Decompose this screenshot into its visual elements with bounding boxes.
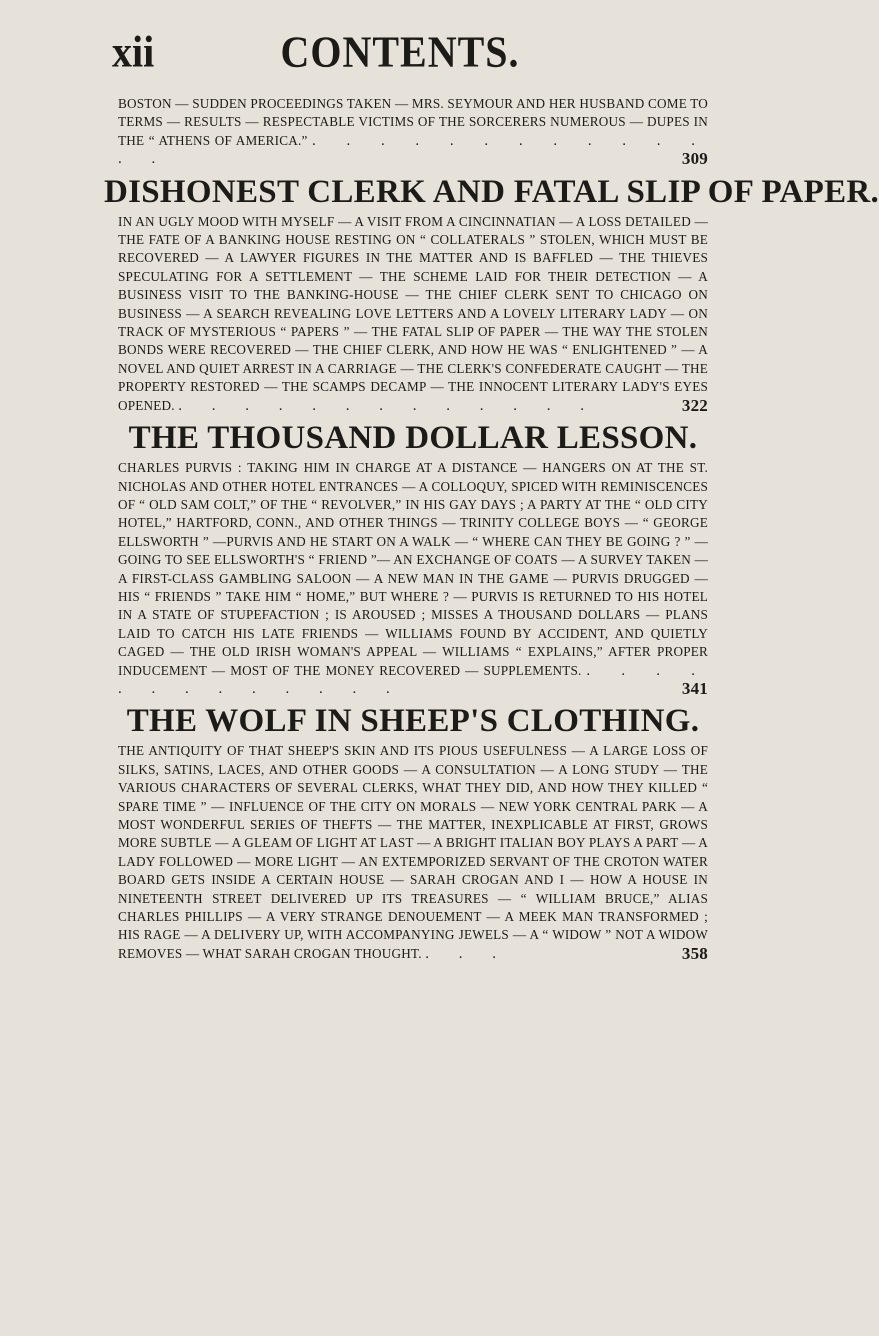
dot-leaders: . . . . . . . . . . . . . <box>178 397 597 414</box>
synopsis-text: THE ANTIQUITY OF THAT SHEEP'S SKIN AND ITS PIOUS USEFULNESS — A LARGE LOSS OF SILKS, SATINS, LACES, AND OTHER GOODS — A CONSULTATION — A LONG STUDY — THE VARIOUS CHARACTERS OF SEVERAL CLERKS, WHAT THEY DID, AND HOW THEY KILLED “ SPARE TIME ” — INFLUENCE OF THE CITY ON MORALS — NEW YORK CENTRAL PARK — A MOST WONDERFUL SERIES OF THEFTS — THE MATTER, INEXPLICABLE AT FIRST, GROWS MORE SUBTLE — A GLEAM OF LIGHT AT LAST — A BRIGHT ITALIAN BOY PLAYS A PART — A LADY FOLLOWED — MORE LIGHT — AN EXTEMPORIZED SERVANT OF THE CROTON WATER BOARD GETS INSIDE A CERTAIN HOUSE — SARAH CROGAN AND I — HOW A HOUSE IN NINETEENTH STREET DELIVERED UP ITS TREASURES — “ WILLIAM BRUCE,” ALIAS CHARLES PHILLIPS — A VERY STRANGE DENOUEMENT — A MEEK MAN TRANSFORMED ; HIS RAGE — A DELIVERY UP, WITH ACCOMPANYING JEWELS — A “ WIDOW ” NOT A WIDOW REMOVES — WHAT SARAH CROGAN THOUGHT. <box>118 743 708 961</box>
dot-leaders: . . . . . . . . . . . . . <box>118 662 708 697</box>
page-header <box>0 24 800 77</box>
synopsis-text: IN AN UGLY MOOD WITH MYSELF — A VISIT FROM A CINCINNATIAN — A LOSS DETAILED — THE FATE OF A BANKING HOUSE RESTING ON “ COLLATERALS ” STOLEN, WHICH MUST BE RECOVERED — A LAWYER FIGURES IN THE MATTER AND IS BAFFLED — THE THIEVES SPECULATING FOR A SETTLEMENT — THE SCHEME LAID FOR THEIR DETECTION — A BUSINESS VISIT TO THE BANKING-HOUSE — THE CHIEF CLERK SENT TO CHICAGO ON BUSINESS — A SEARCH REVEALING LOVE LETTERS AND A LOVELY LITERARY LADY — ON TRACK OF MYSTERIOUS “ PAPERS ” — THE FATAL SLIP OF PAPER — THE WAY THE STOLEN BONDS WERE RECOVERED — THE CHIEF CLERK, AND HOW HE WAS “ ENLIGHTENED ” — A NOVEL AND QUIET ARREST IN A CARRIAGE — THE CLERK'S CONFEDERATE CAUGHT — THE PROPERTY RESTORED — THE SCAMPS DECAMP — THE INNOCENT LITERARY LADY'S EYES OPENED. <box>118 213 708 413</box>
synopsis-text: CHARLES PURVIS : TAKING HIM IN CHARGE AT A DISTANCE — HANGERS ON AT THE ST. NICHOLAS AND OTHER HOTEL ENTRANCES — A COLLOQUY, SPICED WITH REMINISCENCES OF “ OLD SAM COLT,” OF THE “ REVOLVER,” IN HIS GAY DAYS ; A PARTY AT THE “ OLD CITY HOTEL,” HARTFORD, CONN., AND OTHER THINGS — TRINITY COLLEGE BOYS — “ GEORGE ELLSWORTH ” —PURVIS AND HE START ON A WALK — “ WHERE CAN THEY BE GOING ? ” — GOING TO SEE ELLSWORTH'S “ FRIEND ”— AN EXCHANGE OF COATS — A SURVEY TAKEN — A FIRST-CLASS GAMBLING SALOON — A NEW MAN IN THE GAME — PURVIS DRUGGED — HIS “ FRIENDS ” TAKE HIM “ HOME,” BUT WHERE ? — PURVIS IS RETURNED TO HIS HOTEL IN A STATE OF STUPEFACTION ; IS AROUSED ; MISSES A THOUSAND DOLLARS — PLANS LAID TO CATCH HIS LATE FRIENDS — WILLIAMS FOUND BY ACCIDENT, AND QUIETLY CAGED — THE OLD IRISH WOMAN'S APPEAL — WILLIAMS “ EXPLAINS,” AFTER PROPER INDUCEMENT — MOST OF THE MONEY RECOVERED — SUPPLEMENTS. <box>118 460 708 678</box>
chapter-title[interactable]: THE THOUSAND DOLLAR LESSON. <box>128 420 698 457</box>
page-folio: xii <box>112 26 155 77</box>
page-number[interactable]: 322 <box>681 395 708 415</box>
page-number[interactable]: 358 <box>681 943 708 963</box>
dot-leaders: . . . . . . . . . . . . . . <box>118 132 709 168</box>
page-number[interactable]: 309 <box>681 149 708 169</box>
page-number[interactable]: 341 <box>681 678 708 698</box>
dot-leaders: . . . <box>425 945 509 962</box>
chapter-synopsis <box>118 213 708 415</box>
chapter-title[interactable]: THE WOLF IN SHEEP'S CLOTHING. <box>126 703 700 740</box>
chapter-synopsis <box>118 95 708 169</box>
chapter-title[interactable]: DISHONEST CLERK AND FATAL SLIP OF PAPER. <box>104 173 879 210</box>
chapter-synopsis <box>118 459 708 698</box>
running-head: CONTENTS. <box>280 26 520 77</box>
contents-list <box>104 95 879 963</box>
synopsis-text: BOSTON — SUDDEN PROCEEDINGS TAKEN — MRS. SEYMOUR AND HER HUSBAND COME TO TERMS — RESULTS — RESPECTABLE VICTIMS OF THE SORCERERS NUMEROUS — DUPES IN THE “ ATHENS OF AMERICA.” <box>118 96 708 148</box>
chapter-synopsis <box>118 742 708 963</box>
